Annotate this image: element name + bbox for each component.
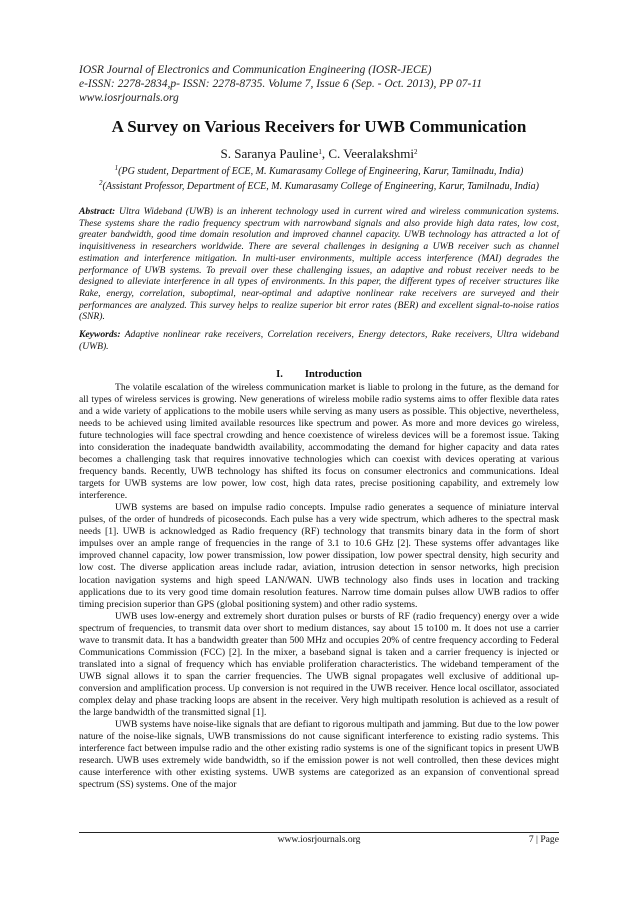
keywords-label: Keywords:: [79, 329, 121, 340]
author-1: S. Saranya Pauline: [220, 146, 319, 161]
author-2: , C. Veeralakshmi: [321, 146, 415, 161]
paragraph: UWB systems have noise-like signals that are defiant to rigorous multipath and jamming. But due to the low power nature of the noise-like signals, UWB transmissions do not cause significant interference to existing radio systems. This interference fact between impulse radio and the other existing radio systems is one of the significant topics in present UWB research. UWB uses extremely wide bandwidth, so if the emission power is not well controlled, then these devices might cause interference with other existing systems. UWB systems are categorized as an expansion of conventional spread spectrum (SS) systems. One of the major: [79, 718, 559, 791]
affiliation-text: (Assistant Professor, Department of ECE, M. Kumarasamy College of Engineering, Karur, Tamilnadu, India): [102, 181, 539, 192]
section-title: Introduction: [304, 369, 362, 380]
journal-website[interactable]: www.iosrjournals.org: [79, 92, 179, 104]
abstract-text: Ultra Wideband (UWB) is an inherent technology used in current wired and wireless communication systems. These systems share the radio frequency spectrum with narrowband signals and also provide high data rates, low cost, greater bandwidth, good time domain resolution and improved channel capacity. UWB technology has attracted a lot of inquisitiveness in researchers worldwide. There are several challenges in designing a UWB receiver such as channel estimation and interference mitigation. In multi-user environments, multiple access interference (MAI) degrades the performance of UWB systems. To prevail over these challenging issues, an adaptive and robust receiver needs to be designed to alleviate interference in all types of environments. In this paper, the different types of receiver structures like Rake, energy, correlation, suboptimal, near-optimal and adaptive nonlinear rake receivers are surveyed and their performances are analyzed. This survey helps to realize superior bit error rates (BER) and excellent signal-to-noise ratios (SNR).: [79, 206, 559, 323]
journal-issn: e-ISSN: 2278-2834,p- ISSN: 2278-8735. Volume 7, Issue 6 (Sep. - Oct. 2013), PP 07-11: [79, 78, 482, 90]
affiliation-marker: 2: [99, 179, 103, 187]
affiliation-marker: 1: [114, 164, 119, 172]
journal-header: [79, 63, 559, 105]
paper-title: A Survey on Various Receivers for UWB Communication: [111, 117, 527, 136]
author-2-marker: 2: [414, 148, 418, 156]
page-footer: [79, 832, 559, 845]
paragraph: UWB uses low-energy and extremely short duration pulses or bursts of RF (radio frequency) energy over a wide spectrum of frequencies, to transmit data over short to medium distances, say about 15 to100 m. It does not use a carrier wave to transmit data. It has a bandwidth greater than 500 MHz and occupies 20% of centre frequency according to Federal Communications Commission (FCC) [2]. In the mixer, a baseband signal is taken and a carrier frequency is injected or translated into a signal of frequency which has enviable proliferation characteristics. The wideband temperament of the UWB signal allows it to span the carrier frequencies. The UWB signal propagates well exclusive of additional up-conversion and amplification process. Up conversion is not required in the UWB receiver. Hence local oscillator, associated complex delay and phase tracking loops are absent in the receiver. Very high multipath resolution is achieved as a result of the large bandwidth of the transmitted signal [1].: [79, 610, 559, 718]
keywords: [79, 329, 559, 353]
author-1-marker: 1: [318, 148, 322, 156]
paragraph: UWB systems are based on impulse radio concepts. Impulse radio generates a sequence of miniature interval pulses, of the order of hundreds of picoseconds. Each pulse has a very wide spectrum, which adheres to the spectral mask needs [1]. UWB is acknowledged as Radio frequency (RF) technology that transmits binary data in the form of short impulses over an ample range of frequencies in the range of 3.1 to 10.6 GHz [2]. These systems offer advantages like improved channel capacity, low power transmission, low power dissipation, low power spectral density, high security and low cost. The diverse application areas include radar, aviation, intrusion detection in sensor networks, high precision location navigation systems and high speed LAN/WAN. UWB technology also finds uses in location and tracking applications due to its very good time domain resolution features. Narrow time domain pulses allow UWB radios to offer timing precision superior than GPS (global positioning system) and other radio systems.: [79, 502, 559, 610]
abstract: [79, 206, 559, 323]
section-heading: [79, 369, 559, 381]
keywords-text: Adaptive nonlinear rake receivers, Correlation receivers, Energy detectors, Rake receivers, Ultra wideband (UWB).: [79, 329, 559, 352]
affiliation-1: [70, 166, 568, 178]
page-number: 7 | Page: [528, 834, 559, 845]
section-number: I.: [276, 369, 283, 380]
abstract-label: Abstract:: [79, 206, 116, 217]
affiliation-2: [70, 181, 568, 193]
paragraph: The volatile escalation of the wireless communication market is liable to prolong in the future, as the demand for all types of wireless services is growing. New generations of wireless mobile radio systems aims to offer flexible data rates and a wide variety of applications to the mobile users while serving as many users as possible. This objective, nevertheless, needs to be achieved using limited available resources like spectrum and power. As more and more devices go wireless, future technologies will face spectral crowding and hence coexistence of wireless devices will be a foremost issue. Taking into consideration the inadequate bandwidth availability, accommodating the demand for higher capacity and data rates becomes a challenging task that requires innovative technologies which can coexist with devices operating at various frequency bands. Recently, UWB technology has shifted its focus on consumer electronics and communications. Ideal targets for UWB systems are low power, low cost, high data rates, precise positioning capability, and extremely low interference.: [79, 382, 559, 502]
author-line: [79, 146, 559, 162]
footer-url[interactable]: www.iosrjournals.org: [277, 834, 361, 845]
affiliation-text: (PG student, Department of ECE, M. Kumarasamy College of Engineering, Karur, Tamilnadu, India): [118, 166, 524, 177]
body-text: [79, 382, 559, 791]
journal-name: IOSR Journal of Electronics and Communication Engineering (IOSR-JECE): [79, 64, 432, 76]
